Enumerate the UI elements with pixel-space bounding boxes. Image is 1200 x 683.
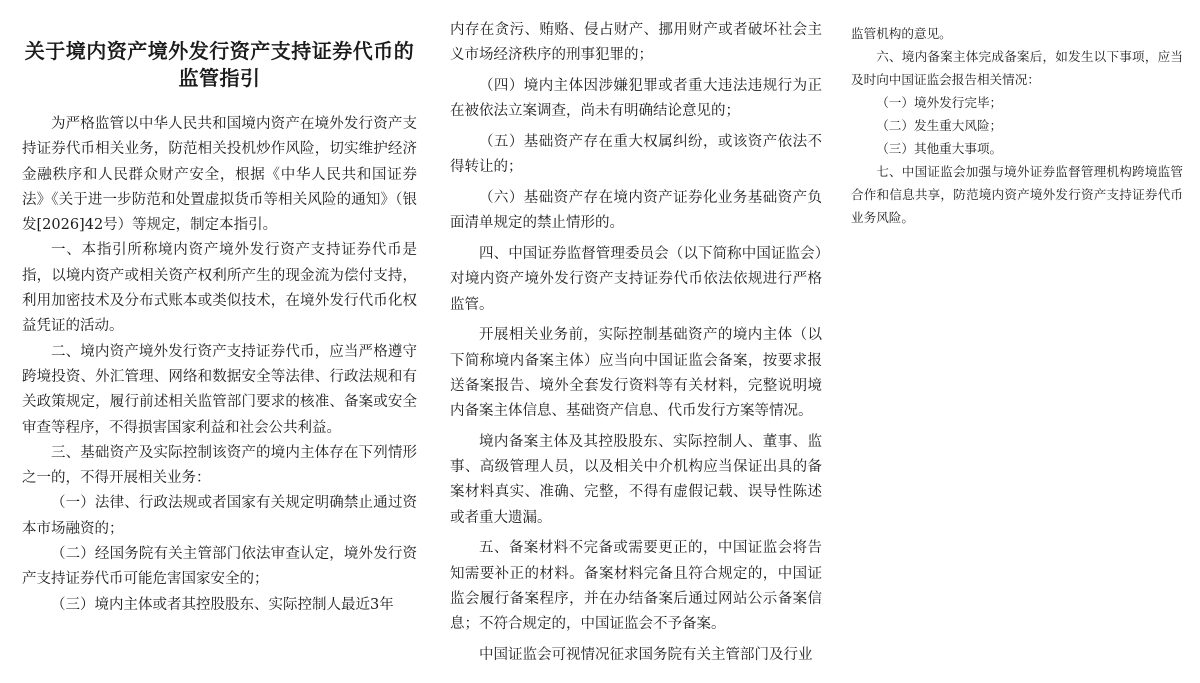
paragraph: 境内备案主体及其控股股东、实际控制人、董事、监事、高级管理人员，以及相关中介机构应当保证出具的备案材料真实、准确、完整，不得有虚假记载、误导性陈述或者重大遗漏。 [450, 433, 822, 526]
document-column-1 [22, 0, 417, 618]
paragraph: 五、备案材料不完备或需要更正的，中国证监会将告知需要补正的材料。备案材料完备且符合规定的，中国证监会履行备案程序，并在办结备案后通过网站公示备案信息；不符合规定的，中国证监会不予备案。 [450, 540, 822, 633]
paragraph: 中国证监会可视情况征求国务院有关主管部门及行业 [479, 646, 813, 663]
paragraph: 六、境内备案主体完成备案后，如发生以下事项，应当及时向中国证监会报告相关情况： [851, 49, 1183, 87]
paragraph: （五）基础资产存在重大权属纠纷，或该资产依法不得转让的； [450, 133, 822, 176]
paragraph: 为严格监管以中华人民共和国境内资产在境外发行资产支持证券代币相关业务，防范相关投机炒作风险，切实维护经济金融秩序和人民群众财产安全，根据《中华人民共和国证券法》《关于进一步防范和处置虚拟货币等相关风险的通知》（银发[2026]42号）等规定，制定本指引。 [22, 116, 417, 234]
document-column-3 [851, 22, 1183, 229]
paragraph: （一）法律、行政法规或者国家有关规定明确禁止通过资本市场融资的； [22, 495, 417, 537]
paragraph: （二）经国务院有关主管部门依法审查认定，境外发行资产支持证券代币可能危害国家安全的； [22, 546, 417, 588]
paragraph-continuation: 监管机构的意见。 [851, 26, 952, 41]
paragraph: （四）境内主体因涉嫌犯罪或者重大违法违规行为正在被依法立案调查，尚未有明确结论意见的； [450, 77, 822, 120]
paragraph: 开展相关业务前，实际控制基础资产的境内主体（以下简称境内备案主体）应当向中国证监会备案，按要求报送备案报告、境外全套发行资料等有关材料，完整说明境内备案主体信息、基础资产信息、代币发行方案等情况。 [450, 327, 822, 420]
paragraph: （一）境外发行完毕； [876, 95, 1003, 110]
paragraph: （三）境内主体或者其控股股东、实际控制人最近3年 [51, 596, 394, 613]
paragraph: （三）其他重大事项。 [876, 141, 1003, 156]
paragraph: 一、本指引所称境内资产境外发行资产支持证券代币是指，以境内资产或相关资产权利所产生的现金流为偿付支持，利用加密技术及分布式账本或类似技术，在境外发行代币化权益凭证的活动。 [22, 242, 417, 335]
paragraph: （六）基础资产存在境内资产证券化业务基础资产负面清单规定的禁止情形的。 [450, 189, 822, 232]
paragraph: 三、基础资产及实际控制该资产的境内主体存在下列情形之一的，不得开展相关业务： [22, 444, 417, 487]
paragraph: 四、中国证券监督管理委员会（以下简称中国证监会）对境内资产境外发行资产支持证券代币依法依规进行严格监管。 [450, 245, 822, 313]
document-column-2 [450, 18, 822, 674]
paragraph: 二、境内资产境外发行资产支持证券代币，应当严格遵守跨境投资、外汇管理、网络和数据安全等法律、行政法规和有关政策规定，履行前述相关监管部门要求的核准、备案或安全审查等程序，不得损害国家利益和社会公共利益。 [22, 343, 417, 436]
paragraph: 七、中国证监会加强与境外证券监督管理机构跨境监管合作和信息共享，防范境内资产境外发行资产支持证券代币业务风险。 [851, 164, 1183, 225]
paragraph-continuation: 内存在贪污、贿赂、侵占财产、挪用财产或者破坏社会主义市场经济秩序的刑事犯罪的； [450, 22, 822, 64]
document-title: 关于境内资产境外发行资产支持证券代币的监管指引 [24, 39, 415, 90]
paragraph: （二）发生重大风险； [876, 118, 1003, 133]
